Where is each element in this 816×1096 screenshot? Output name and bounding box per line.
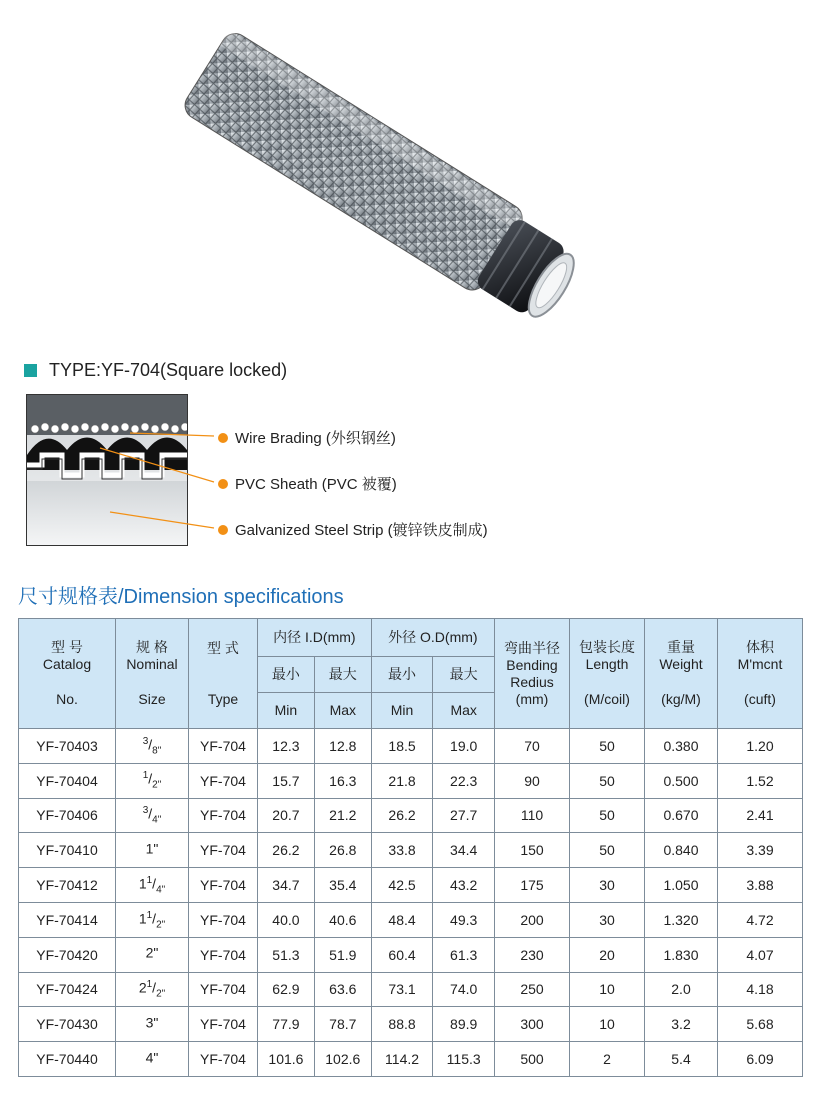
- header-od-max-en: Max: [433, 693, 495, 729]
- cell-weight: 1.830: [645, 937, 718, 972]
- cell-id-min: 34.7: [258, 868, 315, 903]
- cell-length: 20: [570, 937, 645, 972]
- cell-length: 2: [570, 1042, 645, 1077]
- cell-od-max: 89.9: [433, 1007, 495, 1042]
- cell-volume: 1.52: [718, 763, 803, 798]
- cell-type: YF-704: [189, 902, 258, 937]
- cell-volume: 5.68: [718, 1007, 803, 1042]
- fraction-slash: /: [148, 736, 153, 753]
- header-id-min-cn: 最小: [258, 657, 315, 693]
- header-od-group: 外径 O.D(mm): [371, 619, 494, 657]
- table-title: 尺寸规格表/Dimension specifications: [18, 586, 344, 608]
- cell-od-max: 19.0: [433, 729, 495, 764]
- dimension-spec-table: [18, 618, 803, 1077]
- cell-od-min: 48.4: [371, 902, 433, 937]
- header-od-min-cn: 最小: [371, 657, 433, 693]
- cell-bend: 175: [495, 868, 570, 903]
- cell-id-min: 101.6: [258, 1042, 315, 1077]
- cell-catalog: YF-70420: [19, 937, 116, 972]
- cell-bend: 200: [495, 902, 570, 937]
- cell-nominal-size: $^3/_{8"}$: [116, 729, 189, 764]
- cell-id-max: 12.8: [314, 729, 371, 764]
- cell-type: YF-704: [189, 1007, 258, 1042]
- cell-od-min: 33.8: [371, 833, 433, 868]
- table-row: [19, 729, 803, 764]
- cell-od-max: 115.3: [433, 1042, 495, 1077]
- orange-dot-icon: [218, 433, 228, 443]
- cell-nominal-size: $2^1/_{2"}$: [116, 972, 189, 1007]
- cell-nominal-size: $^1/_{2"}$: [116, 763, 189, 798]
- cell-weight: 3.2: [645, 1007, 718, 1042]
- cell-bend: 230: [495, 937, 570, 972]
- cell-od-min: 26.2: [371, 798, 433, 833]
- cell-od-min: 73.1: [371, 972, 433, 1007]
- table-row: [19, 763, 803, 798]
- cell-length: 50: [570, 729, 645, 764]
- cell-volume: 3.88: [718, 868, 803, 903]
- cell-type: YF-704: [189, 798, 258, 833]
- cell-od-max: 27.7: [433, 798, 495, 833]
- cell-catalog: YF-70403: [19, 729, 116, 764]
- header-catalog: 型 号 Catalog No.: [19, 619, 116, 729]
- orange-dot-icon: [218, 525, 228, 535]
- type-heading-text: TYPE:YF-704(Square locked): [49, 360, 288, 380]
- cell-catalog: YF-70414: [19, 902, 116, 937]
- callout-wire-braiding: [218, 427, 396, 448]
- cell-bend: 70: [495, 729, 570, 764]
- callout-steel-strip: [218, 519, 488, 540]
- cell-catalog: YF-70440: [19, 1042, 116, 1077]
- cell-od-max: 49.3: [433, 902, 495, 937]
- cell-nominal-size: $1^1/_{4"}$: [116, 868, 189, 903]
- cell-type: YF-704: [189, 937, 258, 972]
- cell-weight: 0.380: [645, 729, 718, 764]
- cell-catalog: YF-70406: [19, 798, 116, 833]
- orange-dot-icon: [218, 479, 228, 489]
- cell-nominal-size: 2": [116, 937, 189, 972]
- header-od-min-en: Min: [371, 693, 433, 729]
- cell-length: 30: [570, 902, 645, 937]
- cell-id-min: 51.3: [258, 937, 315, 972]
- cell-nominal-size: $^3/_{4"}$: [116, 798, 189, 833]
- cell-volume: 6.09: [718, 1042, 803, 1077]
- cell-type: YF-704: [189, 763, 258, 798]
- cell-weight: 1.050: [645, 868, 718, 903]
- cell-type: YF-704: [189, 729, 258, 764]
- cell-length: 30: [570, 868, 645, 903]
- callout-label: Galvanized Steel Strip (镀锌铁皮制成): [235, 522, 488, 539]
- cell-nominal-size: 1": [116, 833, 189, 868]
- header-type: 型 式 Type: [189, 619, 258, 729]
- callout-label: PVC Sheath (PVC 被覆): [235, 476, 397, 493]
- table-row: [19, 868, 803, 903]
- cell-weight: 1.320: [645, 902, 718, 937]
- table-body: [19, 729, 803, 1077]
- cell-od-max: 22.3: [433, 763, 495, 798]
- cell-id-min: 26.2: [258, 833, 315, 868]
- cell-length: 10: [570, 972, 645, 1007]
- cell-weight: 0.500: [645, 763, 718, 798]
- cell-id-max: 21.2: [314, 798, 371, 833]
- cell-catalog: YF-70430: [19, 1007, 116, 1042]
- fraction-slash: /: [152, 979, 157, 996]
- header-volume: 体积 M'mcnt (cuft): [718, 619, 803, 729]
- table-row: [19, 798, 803, 833]
- cell-id-min: 15.7: [258, 763, 315, 798]
- cell-od-min: 42.5: [371, 868, 433, 903]
- cell-catalog: YF-70412: [19, 868, 116, 903]
- cell-weight: 2.0: [645, 972, 718, 1007]
- cell-length: 50: [570, 798, 645, 833]
- table-row: [19, 902, 803, 937]
- cell-bend: 90: [495, 763, 570, 798]
- header-id-max-cn: 最大: [314, 657, 371, 693]
- cell-weight: 5.4: [645, 1042, 718, 1077]
- cell-type: YF-704: [189, 833, 258, 868]
- fraction-slash: /: [152, 875, 157, 892]
- cell-od-min: 21.8: [371, 763, 433, 798]
- cell-type: YF-704: [189, 972, 258, 1007]
- cell-id-max: 35.4: [314, 868, 371, 903]
- cell-volume: 4.07: [718, 937, 803, 972]
- cell-catalog: YF-70404: [19, 763, 116, 798]
- cell-bend: 150: [495, 833, 570, 868]
- cell-id-max: 26.8: [314, 833, 371, 868]
- header-bending: 弯曲半径 Bending Redius (mm): [495, 619, 570, 729]
- cell-volume: 4.72: [718, 902, 803, 937]
- header-nominal: 规 格 Nominal Size: [116, 619, 189, 729]
- cell-catalog: YF-70410: [19, 833, 116, 868]
- type-heading: [24, 360, 287, 381]
- cell-nominal-size: 3": [116, 1007, 189, 1042]
- fraction-slash: /: [148, 771, 153, 788]
- cell-volume: 2.41: [718, 798, 803, 833]
- table-row: [19, 1042, 803, 1077]
- table-row: [19, 1007, 803, 1042]
- cell-od-max: 61.3: [433, 937, 495, 972]
- header-length: 包装长度 Length (M/coil): [570, 619, 645, 729]
- cross-section-illustration: [27, 395, 187, 545]
- cell-weight: 0.670: [645, 798, 718, 833]
- header-od-max-cn: 最大: [433, 657, 495, 693]
- cell-type: YF-704: [189, 868, 258, 903]
- teal-square-icon: [24, 364, 37, 377]
- cell-id-max: 16.3: [314, 763, 371, 798]
- callout-pvc-sheath: [218, 473, 397, 494]
- cell-id-min: 12.3: [258, 729, 315, 764]
- callout-label: Wire Brading (外织钢丝): [235, 430, 396, 447]
- cell-nominal-size: 4": [116, 1042, 189, 1077]
- cell-id-min: 62.9: [258, 972, 315, 1007]
- cell-length: 10: [570, 1007, 645, 1042]
- cell-id-max: 102.6: [314, 1042, 371, 1077]
- cell-id-max: 78.7: [314, 1007, 371, 1042]
- cell-bend: 300: [495, 1007, 570, 1042]
- cell-id-max: 40.6: [314, 902, 371, 937]
- header-id-min-en: Min: [258, 693, 315, 729]
- cell-bend: 250: [495, 972, 570, 1007]
- table-row: [19, 833, 803, 868]
- cell-od-min: 114.2: [371, 1042, 433, 1077]
- cell-od-min: 88.8: [371, 1007, 433, 1042]
- cell-id-max: 63.6: [314, 972, 371, 1007]
- cell-od-min: 60.4: [371, 937, 433, 972]
- fraction-slash: /: [152, 910, 157, 927]
- cell-od-max: 74.0: [433, 972, 495, 1007]
- cell-volume: 4.18: [718, 972, 803, 1007]
- table-row: [19, 937, 803, 972]
- cell-bend: 110: [495, 798, 570, 833]
- header-id-group: 内径 I.D(mm): [258, 619, 372, 657]
- cell-length: 50: [570, 833, 645, 868]
- cell-volume: 1.20: [718, 729, 803, 764]
- braided-hose-photo: [160, 30, 630, 350]
- cell-type: YF-704: [189, 1042, 258, 1077]
- cell-bend: 500: [495, 1042, 570, 1077]
- table-row: [19, 972, 803, 1007]
- cell-id-min: 77.9: [258, 1007, 315, 1042]
- cross-section-diagram: [26, 394, 188, 546]
- cell-nominal-size: $1^1/_{2"}$: [116, 902, 189, 937]
- cell-od-max: 43.2: [433, 868, 495, 903]
- cell-id-min: 40.0: [258, 902, 315, 937]
- fraction-slash: /: [148, 805, 153, 822]
- cell-id-min: 20.7: [258, 798, 315, 833]
- header-id-max-en: Max: [314, 693, 371, 729]
- cell-weight: 0.840: [645, 833, 718, 868]
- header-weight: 重量 Weight (kg/M): [645, 619, 718, 729]
- cell-od-max: 34.4: [433, 833, 495, 868]
- cell-catalog: YF-70424: [19, 972, 116, 1007]
- cell-id-max: 51.9: [314, 937, 371, 972]
- cell-length: 50: [570, 763, 645, 798]
- cell-od-min: 18.5: [371, 729, 433, 764]
- cell-volume: 3.39: [718, 833, 803, 868]
